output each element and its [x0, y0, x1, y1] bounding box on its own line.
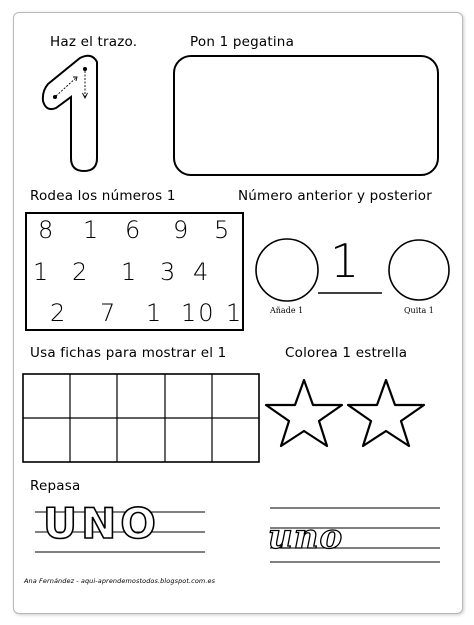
tokens-title: Usa fichas para mostrar el 1 [30, 345, 227, 361]
footer-credit: Ana Fernández - aqui-aprendemostodos.blogspot.com.es [24, 577, 216, 585]
review-title: Repasa [30, 478, 81, 494]
grid-number[interactable]: 1 [33, 258, 49, 286]
grid-number[interactable]: 1 [83, 216, 99, 244]
circle-numbers-title: Rodea los números 1 [30, 188, 176, 204]
grid-number[interactable]: 6 [125, 216, 141, 244]
add-one-label: Añade 1 [270, 306, 304, 315]
grid-number[interactable]: 3 [160, 258, 176, 286]
trace-title: Haz el trazo. [50, 34, 138, 50]
upper-word-trace: UNO [43, 499, 160, 548]
grid-number[interactable]: 10 [181, 299, 216, 327]
grid-number[interactable]: 2 [72, 258, 88, 286]
grid-number[interactable]: 1 [146, 299, 162, 327]
sticker-title: Pon 1 pegatina [190, 34, 295, 50]
grid-number[interactable]: 2 [50, 299, 66, 327]
lower-word-trace: uno [268, 517, 344, 557]
center-number: 1 [330, 234, 360, 288]
neighbors-title: Número anterior y posterior [238, 188, 432, 204]
grid-number[interactable]: 1 [121, 258, 137, 286]
grid-number[interactable]: 7 [100, 299, 116, 327]
stars-title: Colorea 1 estrella [285, 345, 408, 361]
grid-number[interactable]: 1 [226, 299, 242, 327]
grid-number[interactable]: 8 [38, 216, 54, 244]
grid-number[interactable]: 5 [214, 216, 230, 244]
subtract-one-label: Quita 1 [404, 306, 434, 315]
grid-number[interactable]: 9 [173, 216, 189, 244]
grid-number[interactable]: 4 [193, 258, 209, 286]
